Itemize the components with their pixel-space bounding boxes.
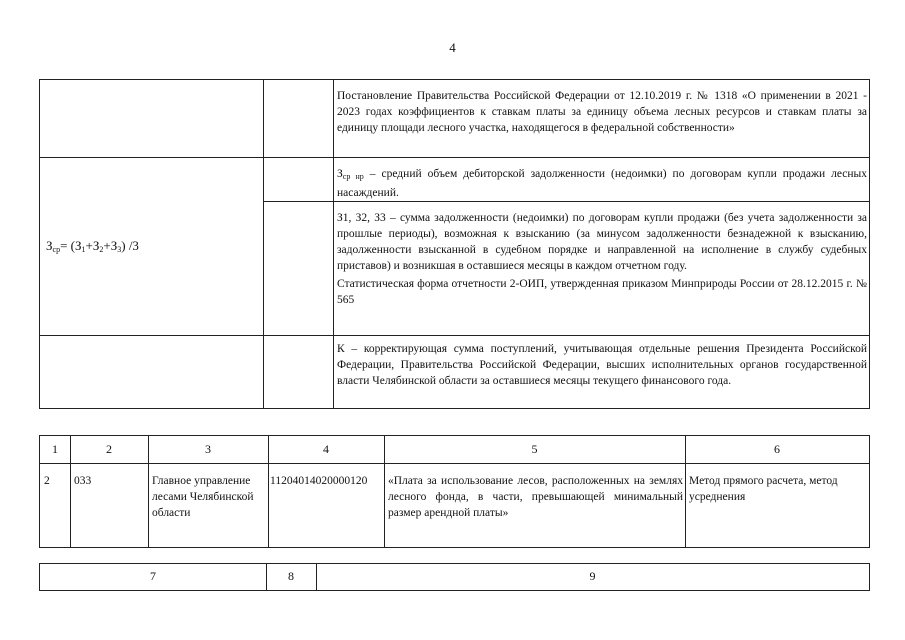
header-col-9: 9 (589, 569, 596, 583)
row4-description: К – корректирующая сумма поступлений, учитывающая отдельные решения Президента Российской Федерации, Правительства Российской Федерации, высших исполнительных органов государственной власти Челябинской области за оставшиеся месяцы текущего финансового года. (337, 343, 867, 387)
header-col-5: 5 (531, 442, 538, 456)
cell-administrator: Главное управление лесами Челябинской области (152, 475, 254, 519)
cell-row-number: 2 (44, 475, 50, 487)
row2-description: $З_{ср нр}$ – средний объем дебиторской задолженности (недоимки) по договорам купли продажи лесных насаждений. (337, 168, 867, 199)
header-col-8: 8 (288, 569, 294, 583)
continuation-table (39, 563, 870, 591)
header-col-4: 4 (323, 442, 329, 456)
header-col-3: 3 (205, 442, 211, 456)
header-col-7: 7 (150, 569, 156, 583)
cell-admin-code: 033 (74, 475, 92, 487)
header-col-1: 1 (52, 442, 58, 456)
formula-cell: $З_{ср}= (З_1+З_2+З_3)$ /3 (46, 238, 139, 254)
methodology-table (39, 79, 870, 409)
cell-method: Метод прямого расчета, метод усреднения (689, 475, 838, 503)
row1-description: Постановление Правительства Российской Федерации от 12.10.2019 г. № 1318 «О применении в 2021 - 2023 годах коэффициентов к ставкам платы за единицу объема лесных ресурсов и ставкам платы за единицу площади лесного участка, находящегося в федеральной собственности» (337, 90, 867, 134)
row3-description: З1, З2, З3 – сумма задолженности (недоимки) по договорам купли продажи (без учета задолженности за прошлые периоды), возможная к взысканию (за минусом задолженности безнадежной к взысканию, задолженности взысканной в судебном порядке и направленной на исполнение в службу судебных приставов) и возникшая в оставшиеся месяцы в каждом отчетном году. Статистическая форма отчетности 2-ОИП, утвержденная приказом Минприроды России от 28.12.2015 г. № 565 (337, 212, 867, 306)
page-number: 4 (449, 40, 456, 55)
cell-kbk-code: 11204014020000120 (270, 475, 368, 487)
income-table (39, 435, 870, 548)
header-col-2: 2 (106, 442, 112, 456)
header-col-6: 6 (774, 442, 780, 456)
cell-income-name: «Плата за использование лесов, расположенных на землях лесного фонда, в части, превышающей минимальный размер арендной платы» (388, 475, 683, 519)
